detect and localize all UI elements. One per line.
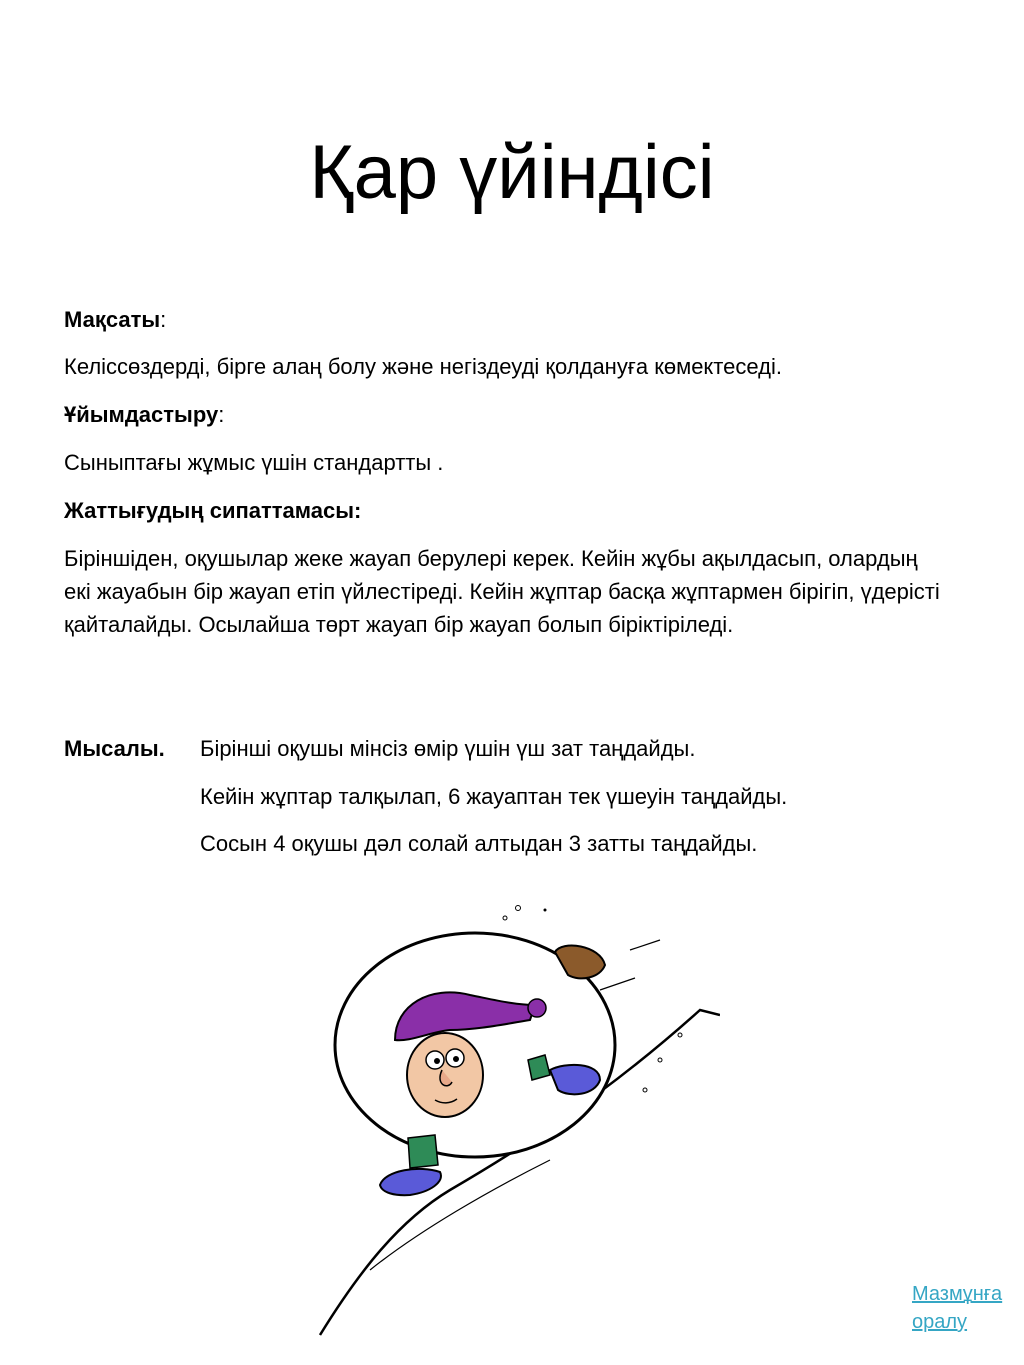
goal-colon: : [160, 307, 167, 332]
page-title: Қар үйіндісі [309, 130, 715, 215]
organization-colon: : [218, 402, 225, 427]
example-label: Мысалы. [64, 736, 165, 761]
organization-heading [64, 398, 224, 431]
blue-boot-right-icon [550, 1065, 600, 1094]
blue-boot-bottom-icon [380, 1169, 441, 1195]
example-line-3: Сосын 4 оқушы дәл солай алтыдан 3 затты таңдайды. [200, 831, 758, 856]
hat-pompom-icon [528, 999, 546, 1017]
example-line-2: Кейін жұптар талқылап, 6 жауаптан тек үшеуін таңдайды. [200, 784, 788, 809]
organization-label: Ұйымдастыру [64, 402, 219, 427]
description-heading [64, 494, 361, 527]
snowball-cartoon-illustration [300, 890, 720, 1340]
goal-heading [64, 303, 166, 336]
back-link-line-1[interactable]: Мазмұнға [912, 1283, 1003, 1305]
goal-label: Мақсаты [64, 307, 161, 332]
organization-text: Сыныптағы жұмыс үшін стандартты . [64, 450, 444, 475]
example-line-1: Бірінші оқушы мінсіз өмір үшін үш зат таңдайды. [200, 736, 696, 761]
description-text: Біріншіден, оқушылар жеке жауап берулері керек. Кейін жұбы ақылдасып, олардың екі жауабын бір жауап етіп үйлестіреді. Кейін жұптар басқа жұптармен бірігіп, үдерісті қайталайды. Осылайша төрт жауап бір жауап болып біріктіріледі. [64, 546, 940, 637]
back-link-line-2[interactable]: оралу [912, 1311, 968, 1333]
green-sleeve-icon [528, 1055, 550, 1080]
description-label: Жаттығудың сипаттамасы: [64, 498, 362, 523]
green-sock-icon [408, 1135, 438, 1168]
goal-text: Келіссөздерді, бірге алаң болу және негіздеуді қолдануға көмектеседі. [64, 354, 782, 379]
back-to-contents-link[interactable] [912, 1280, 1022, 1336]
